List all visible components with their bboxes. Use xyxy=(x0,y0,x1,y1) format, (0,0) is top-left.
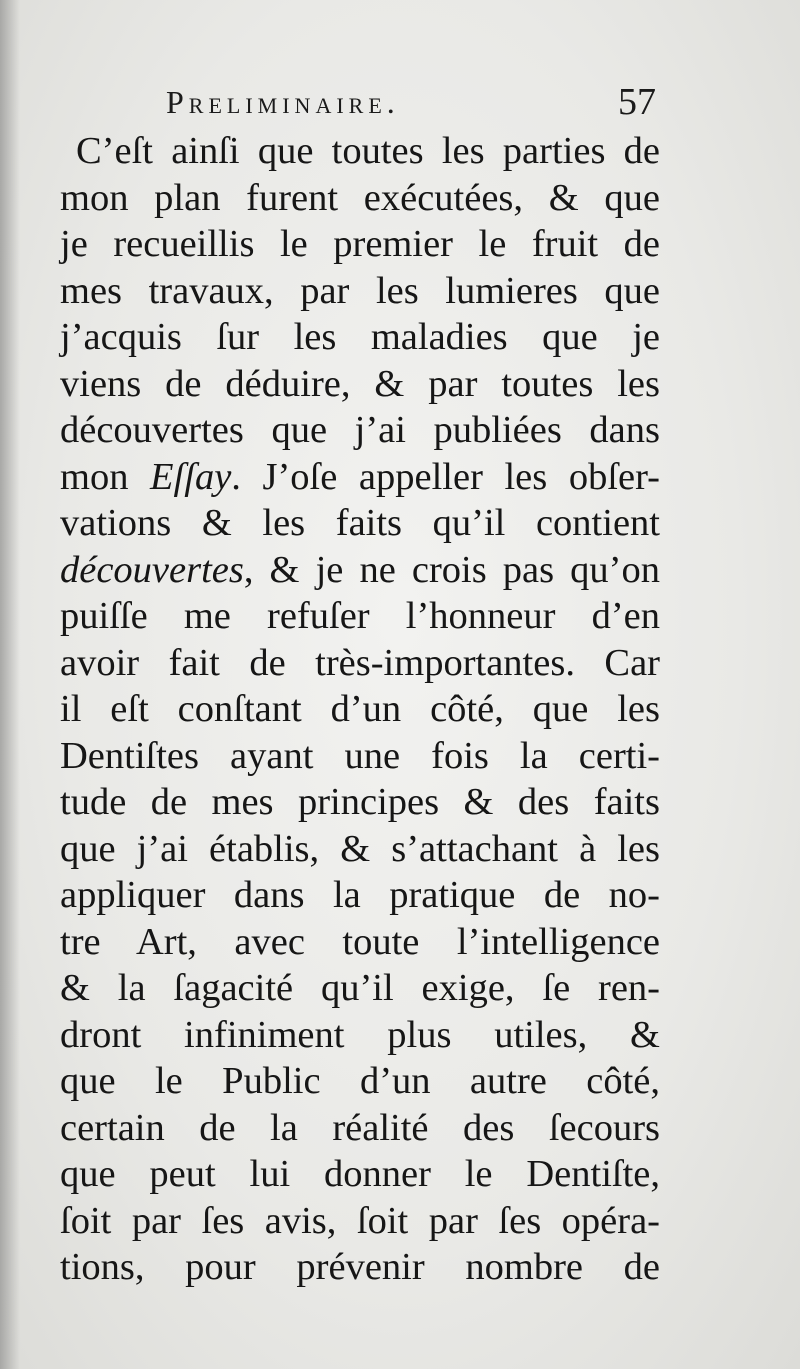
text-line: viens de déduire, & par toutes les xyxy=(60,362,660,405)
text-line: avoir fait de très-importantes. Car xyxy=(60,641,660,684)
text-line: tions, pour prévenir nombre de xyxy=(60,1246,660,1288)
text-line: vations & les faits qu’il contient xyxy=(60,502,660,544)
text-line: tre Art, avec toute l’intelligence xyxy=(60,920,660,963)
italic-title: Eſſay xyxy=(150,455,232,498)
text-line: que peut lui donner le Dentiſte, xyxy=(60,1153,660,1195)
text-line xyxy=(60,547,660,594)
text-line: Dentiſtes ayant une fois la certi- xyxy=(60,734,660,777)
text-line: mes travaux, par les lumieres que xyxy=(60,269,660,312)
page-edge-shadow xyxy=(0,0,20,1369)
text-line: puiſſe me refuſer l’honneur d’en xyxy=(60,595,660,637)
running-head: Preliminaire. xyxy=(166,84,400,120)
text-line xyxy=(60,454,660,501)
text-line: découvertes que j’ai publiées dans xyxy=(60,409,660,451)
text-line: certain de la réalité des ſecours xyxy=(60,1106,660,1149)
italic-word: découvertes xyxy=(60,548,244,591)
page-header xyxy=(166,78,656,130)
text-line: & la ſagacité qu’il exige, ſe ren- xyxy=(60,967,660,1009)
text-line: ſoit par ſes avis, ſoit par ſes opéra- xyxy=(60,1199,660,1242)
page-number: 57 xyxy=(618,81,656,123)
text-line: que le Public d’un autre côté, xyxy=(60,1060,660,1102)
text-line: il eſt conſtant d’un côté, que les xyxy=(60,688,660,730)
text-segment: , & je ne crois pas qu’on xyxy=(243,548,660,591)
text-line: que j’ai établis, & s’attachant à les xyxy=(60,827,660,870)
text-line: tude de mes principes & des faits xyxy=(60,781,660,823)
body-text xyxy=(60,128,660,1291)
text-line: appliquer dans la pratique de no- xyxy=(60,874,660,916)
text-segment: mon xyxy=(60,455,151,498)
text-line: dront infiniment plus utiles, & xyxy=(60,1013,660,1056)
text-line: j’acquis ſur les maladies que je xyxy=(60,316,660,358)
text-segment: . J’oſe appeller les obſer- xyxy=(231,455,660,498)
text-line: mon plan furent exécutées, & que xyxy=(60,176,660,219)
text-line: C’eſt ainſi que toutes les parties de xyxy=(76,130,660,172)
text-line: je recueillis le premier le fruit de xyxy=(60,223,660,265)
